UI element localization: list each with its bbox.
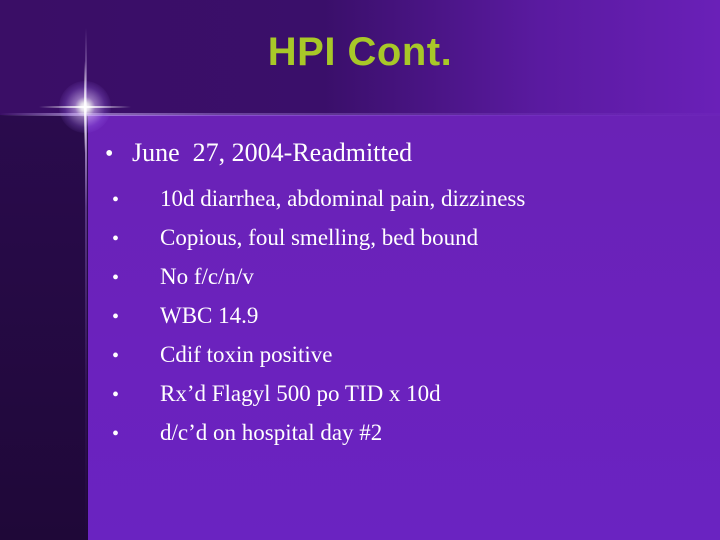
bullet-icon: • <box>105 141 114 167</box>
left-column-decoration <box>0 115 88 540</box>
bullet-icon: • <box>112 306 120 328</box>
bullet-icon: • <box>112 345 120 367</box>
slide-title: HPI Cont. <box>267 30 453 74</box>
sparkle-icon <box>59 81 111 133</box>
sub-bullet-item <box>105 336 705 375</box>
main-bullet-text: June 27, 2004-Readmitted <box>132 138 413 167</box>
slide-content <box>105 133 705 453</box>
sub-bullet-item <box>105 375 705 414</box>
bullet-icon: • <box>112 423 120 445</box>
sub-bullet-text: 10d diarrhea, abdominal pain, dizziness <box>160 186 526 211</box>
bullet-icon: • <box>112 189 120 211</box>
sub-bullet-item <box>105 414 705 453</box>
sub-bullet-text: Rx’d Flagyl 500 po TID x 10d <box>160 381 441 406</box>
sub-bullet-text: Cdif toxin positive <box>160 342 333 367</box>
main-bullet-point <box>105 133 705 174</box>
bullet-icon: • <box>112 267 120 289</box>
sub-bullet-text: WBC 14.9 <box>160 303 259 328</box>
sub-bullet-text: d/c’d on hospital day #2 <box>160 420 383 445</box>
sub-bullet-text: No f/c/n/v <box>160 264 254 289</box>
sub-bullet-list <box>105 180 705 453</box>
sub-bullet-text: Copious, foul smelling, bed bound <box>160 225 479 250</box>
bullet-icon: • <box>112 384 120 406</box>
sub-bullet-item <box>105 297 705 336</box>
sub-bullet-item <box>105 219 705 258</box>
sub-bullet-item <box>105 180 705 219</box>
sub-bullet-item <box>105 258 705 297</box>
bullet-icon: • <box>112 228 120 250</box>
